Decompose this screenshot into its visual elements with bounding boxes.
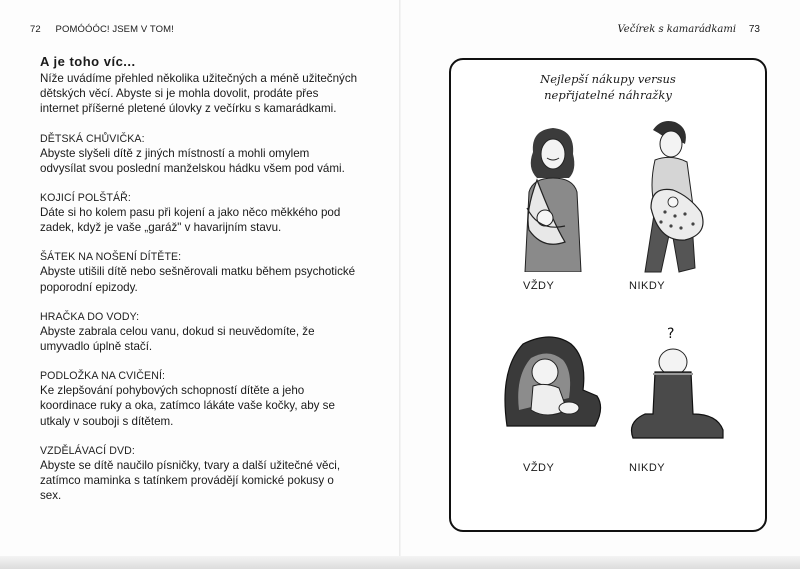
left-page-header <box>30 24 174 35</box>
right-page-header <box>618 24 761 35</box>
entry-nursing-pillow <box>40 191 358 235</box>
baby-in-car-seat-illustration <box>497 330 607 440</box>
caption-never-1: NIKDY <box>629 280 666 292</box>
caption-never-2: NIKDY <box>629 462 666 474</box>
entry-baby-sling <box>40 250 358 294</box>
entry-text: Abyste se dítě naučilo písničky, tvary a další užitečné věci, zatímco maminka s tatínkem provádějí komické pokusy o sex. <box>40 458 341 503</box>
entry-title: HRAČKA DO VODY: <box>40 310 140 323</box>
entry-title: PODLOŽKA NA CVIČENÍ: <box>40 370 166 383</box>
entry-title: DĚTSKÁ CHŮVIČKA: <box>40 132 145 145</box>
entry-text: Ke zlepšování pohybových schopností dítěte a jeho koordinace ruky a oka, zatímco lákáte vaše kočky, aby se utkaly v souboji s dítětem. <box>40 384 335 428</box>
svg-text:?: ? <box>667 326 675 342</box>
caption-always-2: VŽDY <box>523 462 555 474</box>
entry-text: Dáte si ho kolem pasu při kojení a jako něco měkkého pod zadek, když je vaše „garáž" v havarijním stavu. <box>40 206 341 235</box>
section-heading: A je toho víc... <box>40 54 136 69</box>
entry-text: Abyste utišili dítě nebo sešněrovali matku během psychotické poporodní epizody. <box>40 265 356 294</box>
entry-text: Abyste zabrala celou vanu, dokud si neuvědomíte, že umyvadlo úplně stačí. <box>40 324 315 354</box>
baby-in-boot-illustration <box>619 322 729 442</box>
page-bottom-edge <box>0 556 800 569</box>
page-gutter <box>399 0 401 569</box>
woman-with-handbag-illustration <box>615 116 725 276</box>
right-running-head: Večírek s kamarádkami <box>617 24 737 35</box>
entry-bath-toy <box>40 310 358 354</box>
entry-play-mat <box>40 369 358 429</box>
caption-always-1: VŽDY <box>523 280 555 292</box>
entry-educational-dvd <box>40 444 358 504</box>
left-page-number: 72 <box>30 24 41 35</box>
right-page-number: 73 <box>748 24 760 35</box>
intro-paragraph: Níže uvádíme přehled několika užitečných a méně užitečných dětských věcí. Abyste si je mohla dovolit, prodáte přes internet příšerné pletené úlovky z večírku s kamarádkami. <box>40 72 358 116</box>
illustration-panel <box>449 58 767 532</box>
entry-title: VZDĚLÁVACÍ DVD: <box>40 444 135 457</box>
entry-baby-monitor <box>40 132 358 176</box>
left-running-head: POMÓÓÓC! JSEM V TOM! <box>55 24 174 35</box>
entry-title: ŠÁTEK NA NOŠENÍ DÍTĚTE: <box>40 251 182 264</box>
panel-title-line-2: nepřijatelné náhražky <box>544 88 672 102</box>
entry-text: Abyste slyšeli dítě z jiných místností a mohli omylem odvysílat svou poslední manželskou hádku všem pod vámi. <box>40 146 345 175</box>
entry-title: KOJICÍ POLŠTÁŘ: <box>40 192 131 205</box>
panel-title-line-1: Nejlepší nákupy versus <box>540 72 676 86</box>
left-page-body <box>40 54 358 503</box>
woman-with-sling-illustration <box>503 122 603 272</box>
